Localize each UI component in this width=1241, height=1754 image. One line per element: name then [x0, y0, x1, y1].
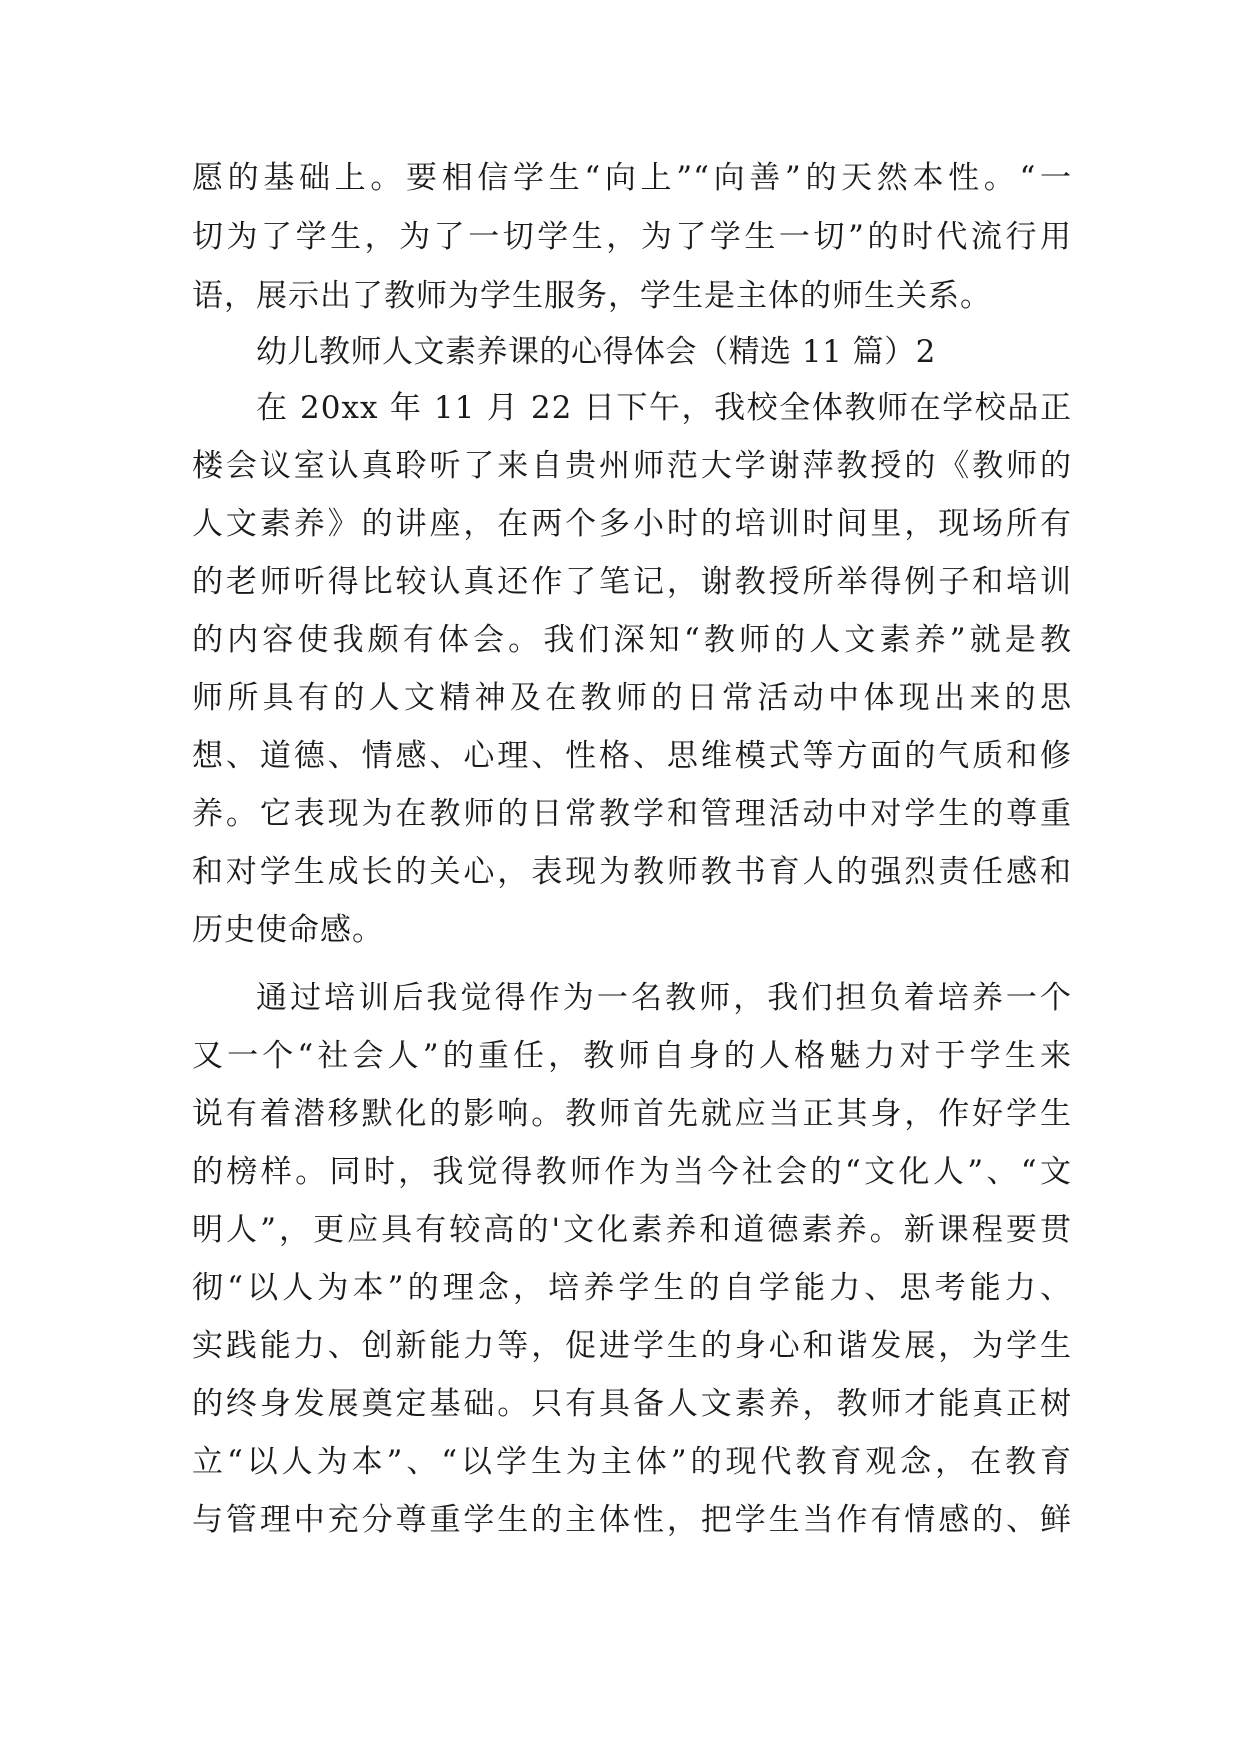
paragraph-line: 的内容使我颇有体会。我们深知“教师的人文素养”就是教	[192, 622, 1072, 658]
paragraph-line: 彻“以人为本”的理念，培养学生的自学能力、思考能力、	[192, 1270, 1072, 1306]
paragraph-line: 语，展示出了教师为学生服务，学生是主体的师生关系。	[192, 278, 992, 314]
paragraph-line: 又一个“社会人”的重任，教师自身的人格魅力对于学生来	[192, 1038, 1072, 1074]
paragraph-line: 明人”，更应具有较高的'文化素养和道德素养。新课程要贯	[192, 1212, 1072, 1248]
paragraph-line: 养。它表现为在教师的日常教学和管理活动中对学生的尊重	[192, 796, 1072, 832]
section-heading: 幼儿教师人文素养课的心得体会（精选 11 篇）2	[256, 334, 936, 370]
paragraph-line: 想、道德、情感、心理、性格、思维模式等方面的气质和修	[192, 738, 1072, 774]
paragraph-line: 在 20xx 年 11 月 22 日下午，我校全体教师在学校品正	[256, 390, 1072, 426]
paragraph-line: 立“以人为本”、“以学生为主体”的现代教育观念，在教育	[192, 1444, 1072, 1480]
paragraph-line: 的终身发展奠定基础。只有具备人文素养，教师才能真正树	[192, 1386, 1072, 1422]
paragraph-line: 历史使命感。	[192, 912, 384, 948]
paragraph-line: 和对学生成长的关心，表现为教师教书育人的强烈责任感和	[192, 854, 1072, 890]
paragraph-line: 楼会议室认真聆听了来自贵州师范大学谢萍教授的《教师的	[192, 448, 1072, 484]
paragraph-line: 切为了学生，为了一切学生，为了学生一切”的时代流行用	[192, 219, 1072, 255]
paragraph-line: 师所具有的人文精神及在教师的日常活动中体现出来的思	[192, 680, 1072, 716]
paragraph-line: 的榜样。同时，我觉得教师作为当今社会的“文化人”、“文	[192, 1154, 1072, 1190]
paragraph-line: 说有着潜移默化的影响。教师首先就应当正其身，作好学生	[192, 1096, 1072, 1132]
paragraph-line: 愿的基础上。要相信学生“向上”“向善”的天然本性。“一	[192, 160, 1072, 196]
paragraph-line: 的老师听得比较认真还作了笔记，谢教授所举得例子和培训	[192, 564, 1072, 600]
paragraph-line: 人文素养》的讲座，在两个多小时的培训时间里，现场所有	[192, 506, 1072, 542]
paragraph-line: 通过培训后我觉得作为一名教师，我们担负着培养一个	[256, 980, 1072, 1016]
paragraph-line: 实践能力、创新能力等，促进学生的身心和谐发展，为学生	[192, 1328, 1072, 1364]
paragraph-line: 与管理中充分尊重学生的主体性，把学生当作有情感的、鲜	[192, 1502, 1072, 1538]
